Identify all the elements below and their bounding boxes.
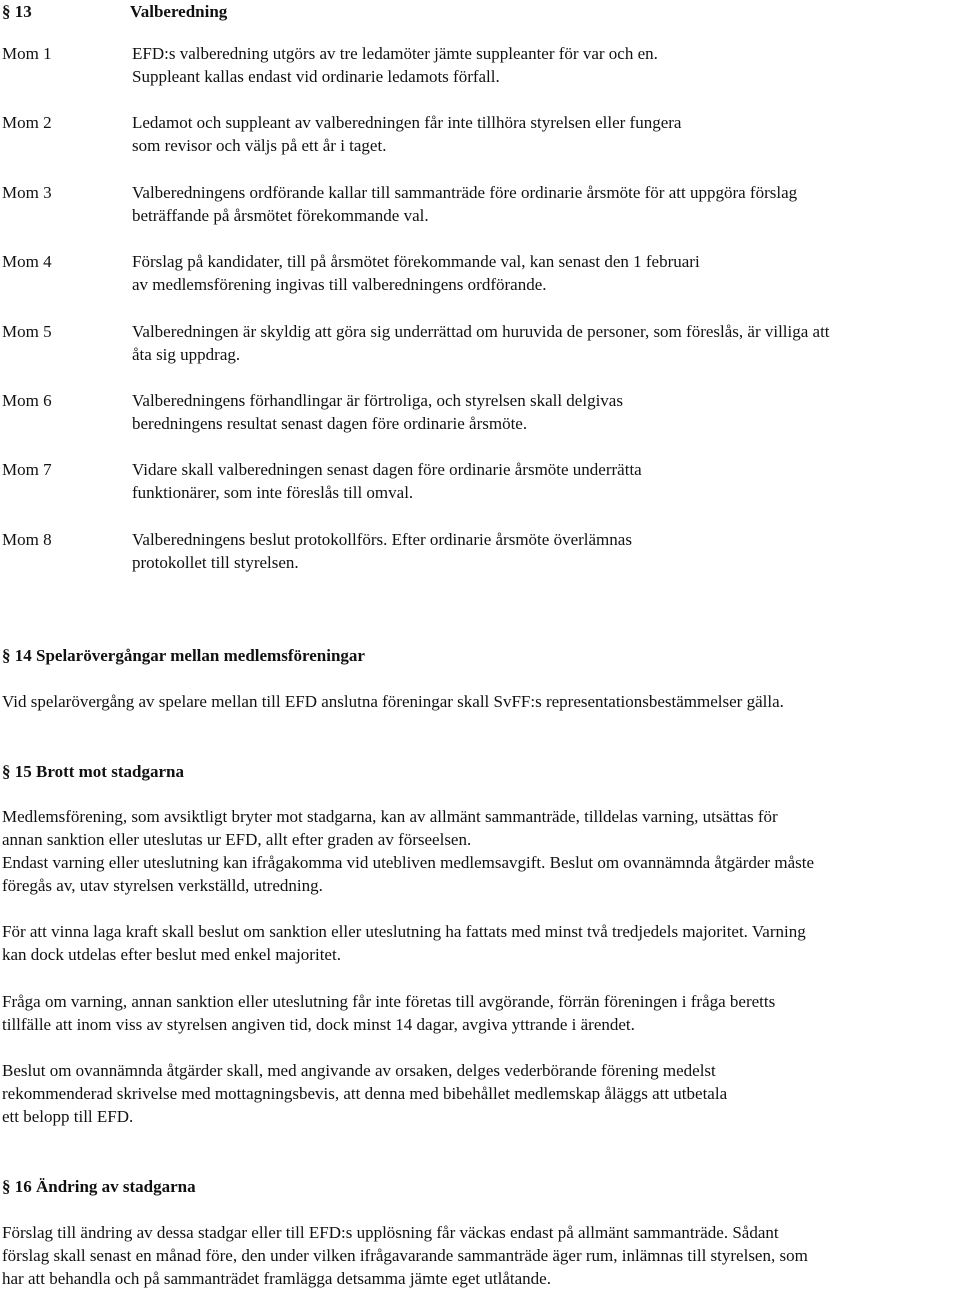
text-line: Valberedningens ordförande kallar till sammanträde före ordinarie årsmöte för att uppgöra förslag <box>132 183 798 202</box>
text-line: Ledamot och suppleant av valberedningen får inte tillhöra styrelsen eller fungera <box>132 113 682 132</box>
text-line: Suppleant kallas endast vid ordinarie ledamots förfall. <box>132 67 500 86</box>
text-line: tillfälle att inom viss av styrelsen angiven tid, dock minst 14 dagar, avgiva yttrande i ärendet. <box>2 1015 635 1034</box>
paragraph <box>2 805 958 897</box>
mom-text <box>132 42 960 88</box>
mom-label: Mom 3 <box>2 183 52 202</box>
text-line: ett belopp till EFD. <box>2 1107 134 1126</box>
text-line: av medlemsförening ingivas till valberedningens ordförande. <box>132 275 547 294</box>
section-13-heading <box>2 0 227 23</box>
mom-text <box>132 111 960 157</box>
text-line: föregås av, utav styrelsen verkställd, utredning. <box>2 876 323 895</box>
text-line: annan sanktion eller uteslutas ur EFD, allt efter graden av förseelsen. <box>2 830 472 849</box>
text-line: Vid spelarövergång av spelare mellan till EFD anslutna föreningar skall SvFF:s representationsbestämmelser gälla. <box>2 692 784 711</box>
text-line: Beslut om ovannämnda åtgärder skall, med angivande av orsaken, delges vederbörande förening medelst <box>2 1061 716 1080</box>
text-line: Valberedningens förhandlingar är förtroliga, och styrelsen skall delgivas <box>132 391 623 410</box>
section-16-heading: § 16 Ändring av stadgarna <box>2 1177 196 1196</box>
mom-text <box>132 181 960 227</box>
mom-label: Mom 1 <box>2 44 52 63</box>
mom-label: Mom 2 <box>2 113 52 132</box>
paragraph <box>2 1059 958 1128</box>
mom-label: Mom 7 <box>2 460 52 479</box>
text-line: EFD:s valberedning utgörs av tre ledamöter jämte suppleanter för var och en. <box>132 44 658 63</box>
section-13-number: § 13 <box>2 2 32 21</box>
text-line: Endast varning eller uteslutning kan ifrågakomma vid utebliven medlemsavgift. Beslut om ovannämnda åtgärder måste <box>2 853 814 872</box>
text-line: Förslag på kandidater, till på årsmötet förekommande val, kan senast den 1 februari <box>132 252 700 271</box>
text-line: kan dock utdelas efter beslut med enkel majoritet. <box>2 945 341 964</box>
paragraph <box>2 1221 958 1290</box>
mom-text <box>132 458 960 504</box>
text-line: rekommenderad skrivelse med mottagningsbevis, att denna med bibehållet medlemskap åläggs att utbetala <box>2 1084 728 1103</box>
text-line: Valberedningen är skyldig att göra sig underrättad om huruvida de personer, som föreslås, är villiga att <box>132 322 830 341</box>
text-line: Förslag till ändring av dessa stadgar eller till EFD:s upplösning får väckas endast på allmänt sammanträde. Sådant <box>2 1223 779 1242</box>
mom-label: Mom 4 <box>2 252 52 271</box>
text-line: För att vinna laga kraft skall beslut om sanktion eller uteslutning ha fattats med minst två tredjedels majoritet. Varning <box>2 922 806 941</box>
section-14-heading: § 14 Spelarövergångar mellan medlemsföreningar <box>2 646 365 665</box>
text-line: Vidare skall valberedningen senast dagen före ordinarie årsmöte underrätta <box>132 460 642 479</box>
section-15-heading: § 15 Brott mot stadgarna <box>2 762 184 781</box>
paragraph <box>2 990 958 1036</box>
section-13-title: Valberedning <box>130 2 228 21</box>
text-line: Fråga om varning, annan sanktion eller uteslutning får inte företas till avgörande, förrän föreningen i fråga beretts <box>2 992 776 1011</box>
mom-text <box>132 528 960 574</box>
mom-text <box>132 320 960 366</box>
mom-label: Mom 8 <box>2 530 52 549</box>
text-line: som revisor och väljs på ett år i taget. <box>132 136 387 155</box>
text-line: beträffande på årsmötet förekommande val. <box>132 206 429 225</box>
paragraph <box>2 920 958 966</box>
text-line: protokollet till styrelsen. <box>132 553 299 572</box>
mom-label: Mom 5 <box>2 322 52 341</box>
mom-text <box>132 250 960 296</box>
text-line: funktionärer, som inte föreslås till omval. <box>132 483 414 502</box>
mom-text <box>132 389 960 435</box>
text-line: Medlemsförening, som avsiktligt bryter mot stadgarna, kan av allmänt sammanträde, tilldelas varning, utsättas för <box>2 807 778 826</box>
paragraph <box>2 690 958 713</box>
text-line: Valberedningens beslut protokollförs. Efter ordinarie årsmöte överlämnas <box>132 530 632 549</box>
mom-label: Mom 6 <box>2 391 52 410</box>
text-line: åta sig uppdrag. <box>132 345 241 364</box>
text-line: beredningens resultat senast dagen före ordinarie årsmöte. <box>132 414 528 433</box>
text-line: har att behandla och på sammanträdet framlägga detsamma jämte eget utlåtande. <box>2 1269 551 1288</box>
text-line: förslag skall senast en månad före, den under vilken ifrågavarande sammanträde äger rum, inlämnas till styrelsen, som <box>2 1246 808 1265</box>
